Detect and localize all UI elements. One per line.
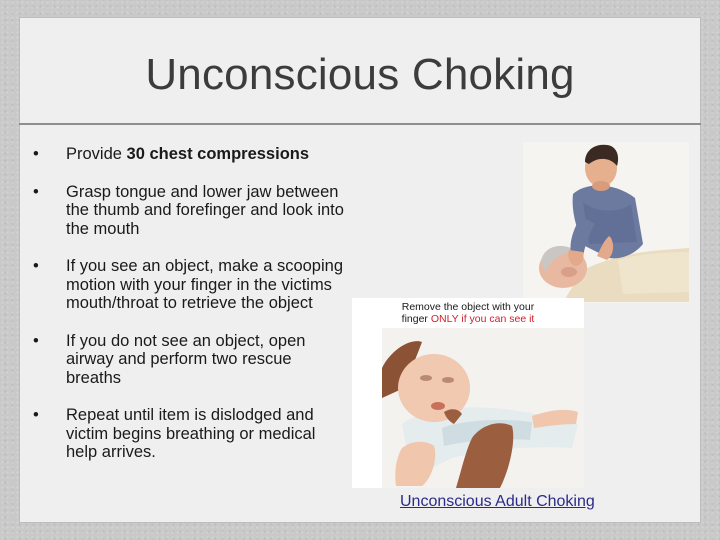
infant-photo (382, 328, 584, 488)
bullet-item (30, 406, 350, 462)
bullet-text: If you see an object, make a scooping motion with your finger in the victims mouth/throat to retrieve the object (66, 257, 344, 312)
bullet-icon: • (33, 145, 39, 163)
infant-image-panel (352, 298, 584, 488)
bullet-icon: • (33, 406, 39, 424)
infant-image-caption (352, 298, 584, 328)
bullet-text-pre: Provide (66, 145, 127, 163)
bullet-text: Repeat until item is dislodged and victim begins breathing or medical help arrives. (66, 406, 316, 461)
caption-line-2 (352, 313, 584, 325)
bullet-list (30, 145, 350, 462)
bullet-icon: • (33, 331, 39, 350)
title-area (19, 17, 701, 125)
bullet-text-bold: 30 chest compressions (126, 145, 310, 163)
caption-line-2-text: finger (401, 313, 431, 325)
bullet-text: Grasp tongue and lower jaw between the thumb and forefinger and look into the mouth (66, 182, 344, 238)
unconscious-adult-choking-link[interactable]: Unconscious Adult Choking (400, 493, 595, 510)
bullet-item (30, 257, 350, 313)
bullet-item (30, 145, 350, 164)
bullet-item (30, 183, 350, 239)
bullet-icon: • (33, 182, 39, 201)
caption-line-2-emphasis: ONLY if you can see it (430, 313, 535, 325)
bullet-text: If you do not see an object, open airway and perform two rescue breaths (66, 331, 306, 387)
slide-title: Unconscious Choking (145, 50, 575, 99)
bullet-icon: • (33, 257, 39, 275)
caption-line-1: Remove the object with your (401, 301, 535, 313)
adult-cpr-photo (523, 142, 689, 303)
bullet-item (30, 332, 350, 388)
